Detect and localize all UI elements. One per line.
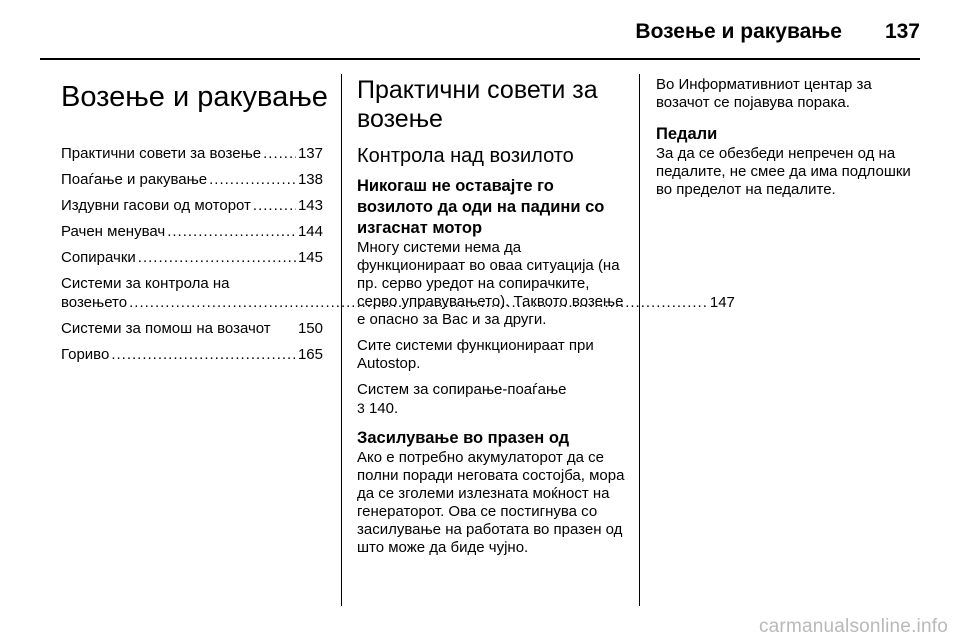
heading-pedals: Педали [656, 125, 718, 143]
section-title: Практични совети за возење [357, 76, 598, 133]
page-header [0, 0, 960, 60]
paragraph-with-reference [357, 381, 627, 418]
toc-entry[interactable] [61, 319, 323, 338]
toc-entry-page: 165 [297, 346, 323, 363]
toc-entry[interactable] [61, 144, 323, 163]
heading-engine-off: Никогаш не оставајте го возилото да оди на падини со изгаснат мотор [357, 177, 605, 237]
toc-entry-label-line2: возењето [61, 294, 128, 311]
toc-entry[interactable] [61, 248, 323, 267]
subsection-title: Контрола над возилото [357, 145, 574, 167]
toc-entry[interactable] [61, 222, 323, 241]
paragraph: За да се обезбеди непречен од на педалите, не смее да има подлошки во пределот на педалите. [656, 145, 911, 198]
header-rule [40, 58, 920, 60]
toc-entry-page: 147 [709, 294, 735, 311]
toc-entry[interactable] [61, 274, 735, 312]
paragraph: Многу системи нема да функционираат во оваа ситуација (на пр. серво уредот на сопирачките, серво управувањето). Таквото возење е опасно за Вас и за други. [357, 239, 624, 328]
toc-leader-dots [253, 196, 296, 215]
toc-entry[interactable] [61, 170, 323, 189]
toc-entry-page: 138 [297, 171, 323, 188]
column-continued [656, 72, 922, 207]
toc-entry[interactable] [61, 345, 323, 364]
running-title: Возење и ракување [635, 20, 842, 43]
toc-entry-label: Гориво [61, 346, 110, 363]
reference-arrow-icon: 3 [357, 400, 365, 416]
toc-leader-dots [263, 144, 296, 163]
heading-idle-boost: Засилување во празен од [357, 429, 570, 447]
page-number: 137 [884, 20, 920, 43]
toc-entry-label: Сопирачки [61, 249, 136, 266]
toc-leader-dots [111, 345, 296, 364]
toc-entry-label: Системи за помош на возачот [61, 320, 271, 337]
watermark-text: carmanualsonline.info [758, 616, 948, 637]
toc-entry-page: 144 [297, 223, 323, 240]
toc-entry-page: 137 [297, 145, 323, 162]
toc-entry[interactable] [61, 196, 323, 215]
column-divider-2 [639, 74, 640, 606]
toc-entry-page: 150 [297, 320, 323, 337]
reference-page-link[interactable]: 140. [368, 400, 399, 417]
paragraph: Во Информативниот центар за возачот се појавува порака. [656, 76, 872, 111]
column-divider-1 [341, 74, 342, 606]
toc-leader-dots [138, 248, 296, 267]
toc-entry-page: 145 [297, 249, 323, 266]
toc-leader-dots [167, 222, 296, 241]
toc-entry-label: Издувни гасови од моторот [61, 197, 251, 214]
toc-entry-label-line1: Системи за контрола на [61, 275, 230, 292]
paragraph: Ако е потребно акумулаторот да се полни поради неговата состојба, мора да се зголеми излезната моќност на генераторот. Ова се постигнува со засилување на работата во празен од што може да биде чујно. [357, 449, 625, 556]
toc-entry-page: 143 [297, 197, 323, 214]
toc-leader-dots [209, 170, 296, 189]
column-driving-tips [357, 72, 627, 565]
reference-text: Систем за сопирање-поаѓање [357, 381, 567, 398]
toc-entry-label: Рачен менувач [61, 223, 166, 240]
toc-entry-label: Практични совети за возење [61, 145, 262, 162]
toc-entry-label: Поаѓање и ракување [61, 171, 208, 188]
paragraph: Сите системи функционираат при Autostop. [357, 337, 594, 372]
chapter-title: Возење и ракување [61, 81, 328, 113]
